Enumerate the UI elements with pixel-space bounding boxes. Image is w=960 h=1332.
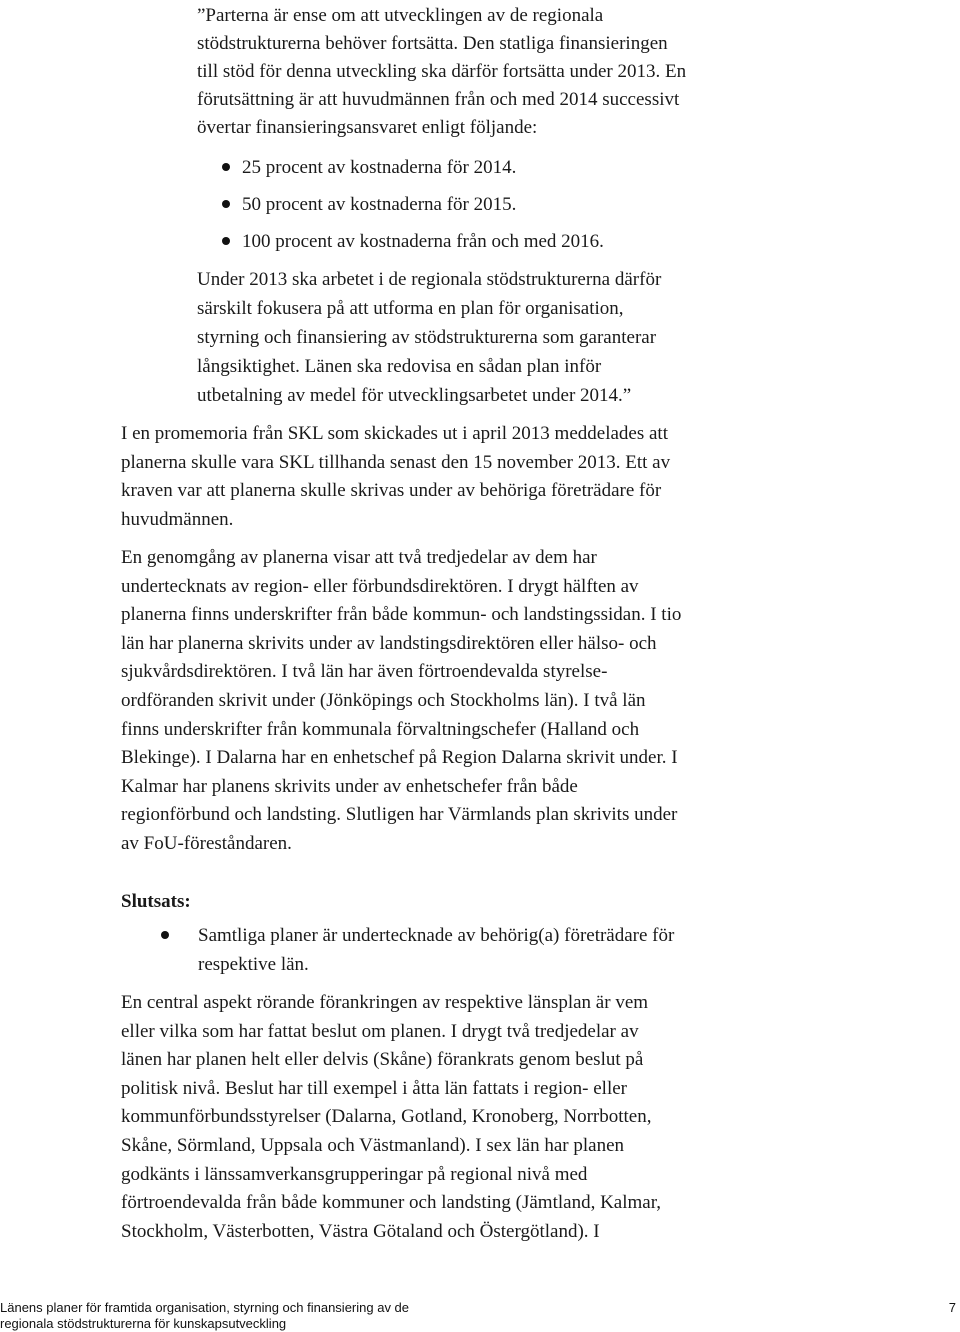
text-line: långsiktighet. Länen ska redovisa en sådan plan inför [197, 356, 602, 377]
bullet-icon [161, 931, 169, 939]
paragraph-anchoring [121, 989, 821, 1246]
list-item [222, 228, 604, 265]
quote-outro [197, 265, 817, 410]
text-line: till stöd för denna utveckling ska därför fortsätta under 2013. En [197, 61, 687, 82]
text-line: kommunförbundsstyrelser (Dalarna, Gotland, Kronoberg, Norrbotten, [121, 1106, 652, 1128]
text-line: respektive län. [198, 954, 309, 975]
text-line: län har planerna skrivits under av landstingsdirektören eller hälso- och [121, 632, 657, 654]
text-line: godkänts i länssamverkansgrupperingar på regional nivå med [121, 1163, 588, 1185]
text-line: regionförbund och landsting. Slutligen har Värmlands plan skrivits under [121, 804, 678, 826]
text-line: kraven var att planerna skulle skrivas under av behöriga företrädare för [121, 480, 662, 502]
conclusion-heading: Slutsats: [121, 891, 191, 912]
text-line: sjukvårdsdirektören. I två län har även förtroendevalda styrelse- [121, 661, 608, 683]
list-item-text: 50 procent av kostnaderna för 2015. [242, 194, 517, 215]
text-line: övertar finansieringsansvaret enligt följande: [197, 117, 538, 138]
footer-title-line: Länens planer för framtida organisation, styrning och finansiering av de [0, 1300, 410, 1315]
footer-title-line: regionala stödstrukturerna för kunskapsutveckling [0, 1316, 287, 1331]
text-line: förtroendevalda från både kommuner och landsting (Jämtland, Kalmar, [121, 1192, 662, 1214]
text-line: styrning och finansiering av stödstrukturerna som garanterar [197, 327, 657, 348]
footer-title [0, 1300, 409, 1332]
bullet-icon [222, 163, 230, 171]
text-line: förutsättning är att huvudmännen från och med 2014 successivt [197, 89, 680, 110]
page-number: 7 [948, 1300, 956, 1315]
text-line: särskilt fokusera på att utforma en plan för organisation, [197, 298, 624, 319]
list-item-text: 25 procent av kostnaderna för 2014. [242, 157, 517, 178]
text-line: planerna finns underskrifter från både kommun- och landstingssidan. I tio [121, 604, 682, 626]
text-line: I en promemoria från SKL som skickades ut i april 2013 meddelades att [121, 423, 668, 444]
text-line: En central aspekt rörande förankringen av respektive länsplan är vem [121, 992, 649, 1013]
list-item [222, 154, 604, 191]
text-line: utbetalning av medel för utvecklingsarbetet under 2014.” [197, 385, 632, 406]
list-item-text: 100 procent av kostnaderna från och med 2016. [242, 231, 604, 252]
conclusion-bullet-text [198, 921, 674, 979]
text-line: Kalmar har planens skrivits under av enhetschefer från både [121, 775, 578, 797]
text-line: huvudmännen. [121, 508, 234, 530]
list-item [222, 191, 604, 228]
text-line: planerna skulle vara SKL tillhanda senast den 15 november 2013. Ett av [121, 451, 671, 473]
paragraph-memo [121, 420, 821, 534]
text-line: stödstrukturerna behöver fortsätta. Den statliga finansieringen [197, 33, 668, 54]
quote-intro [197, 2, 797, 142]
text-line: länen har planen helt eller delvis (Skåne) förankrats genom beslut på [121, 1049, 644, 1071]
text-line: Blekinge). I Dalarna har en enhetschef på Region Dalarna skrivit under. I [121, 747, 678, 769]
text-line: finns underskrifter från kommunala förvaltningschefer (Halland och [121, 718, 640, 740]
bullet-icon [222, 237, 230, 245]
text-line: eller vilka som har fattat beslut om planen. I drygt två tredjedelar av [121, 1020, 639, 1042]
text-line: ”Parterna är ense om att utvecklingen av de regionala [197, 5, 604, 26]
text-line: Under 2013 ska arbetet i de regionala stödstrukturerna därför [197, 269, 662, 290]
text-line: Skåne, Sörmland, Uppsala och Västmanland). I sex län har planen [121, 1134, 625, 1156]
bullet-icon [222, 200, 230, 208]
paragraph-review [121, 544, 821, 859]
text-line: ordföranden skrivit under (Jönköpings och Stockholms län). I två län [121, 689, 646, 711]
text-line: Samtliga planer är undertecknade av behörig(a) företrädare för [198, 925, 675, 946]
text-line: av FoU-föreståndaren. [121, 832, 292, 854]
text-line: undertecknats av region- eller förbundsdirektören. I drygt hälften av [121, 575, 639, 597]
text-line: Stockholm, Västerbotten, Västra Götaland och Östergötland). I [121, 1220, 600, 1242]
quote-bullet-list [222, 154, 604, 265]
text-line: En genomgång av planerna visar att två tredjedelar av dem har [121, 547, 597, 568]
text-line: politisk nivå. Beslut har till exempel i åtta län fattats i region- eller [121, 1077, 627, 1099]
